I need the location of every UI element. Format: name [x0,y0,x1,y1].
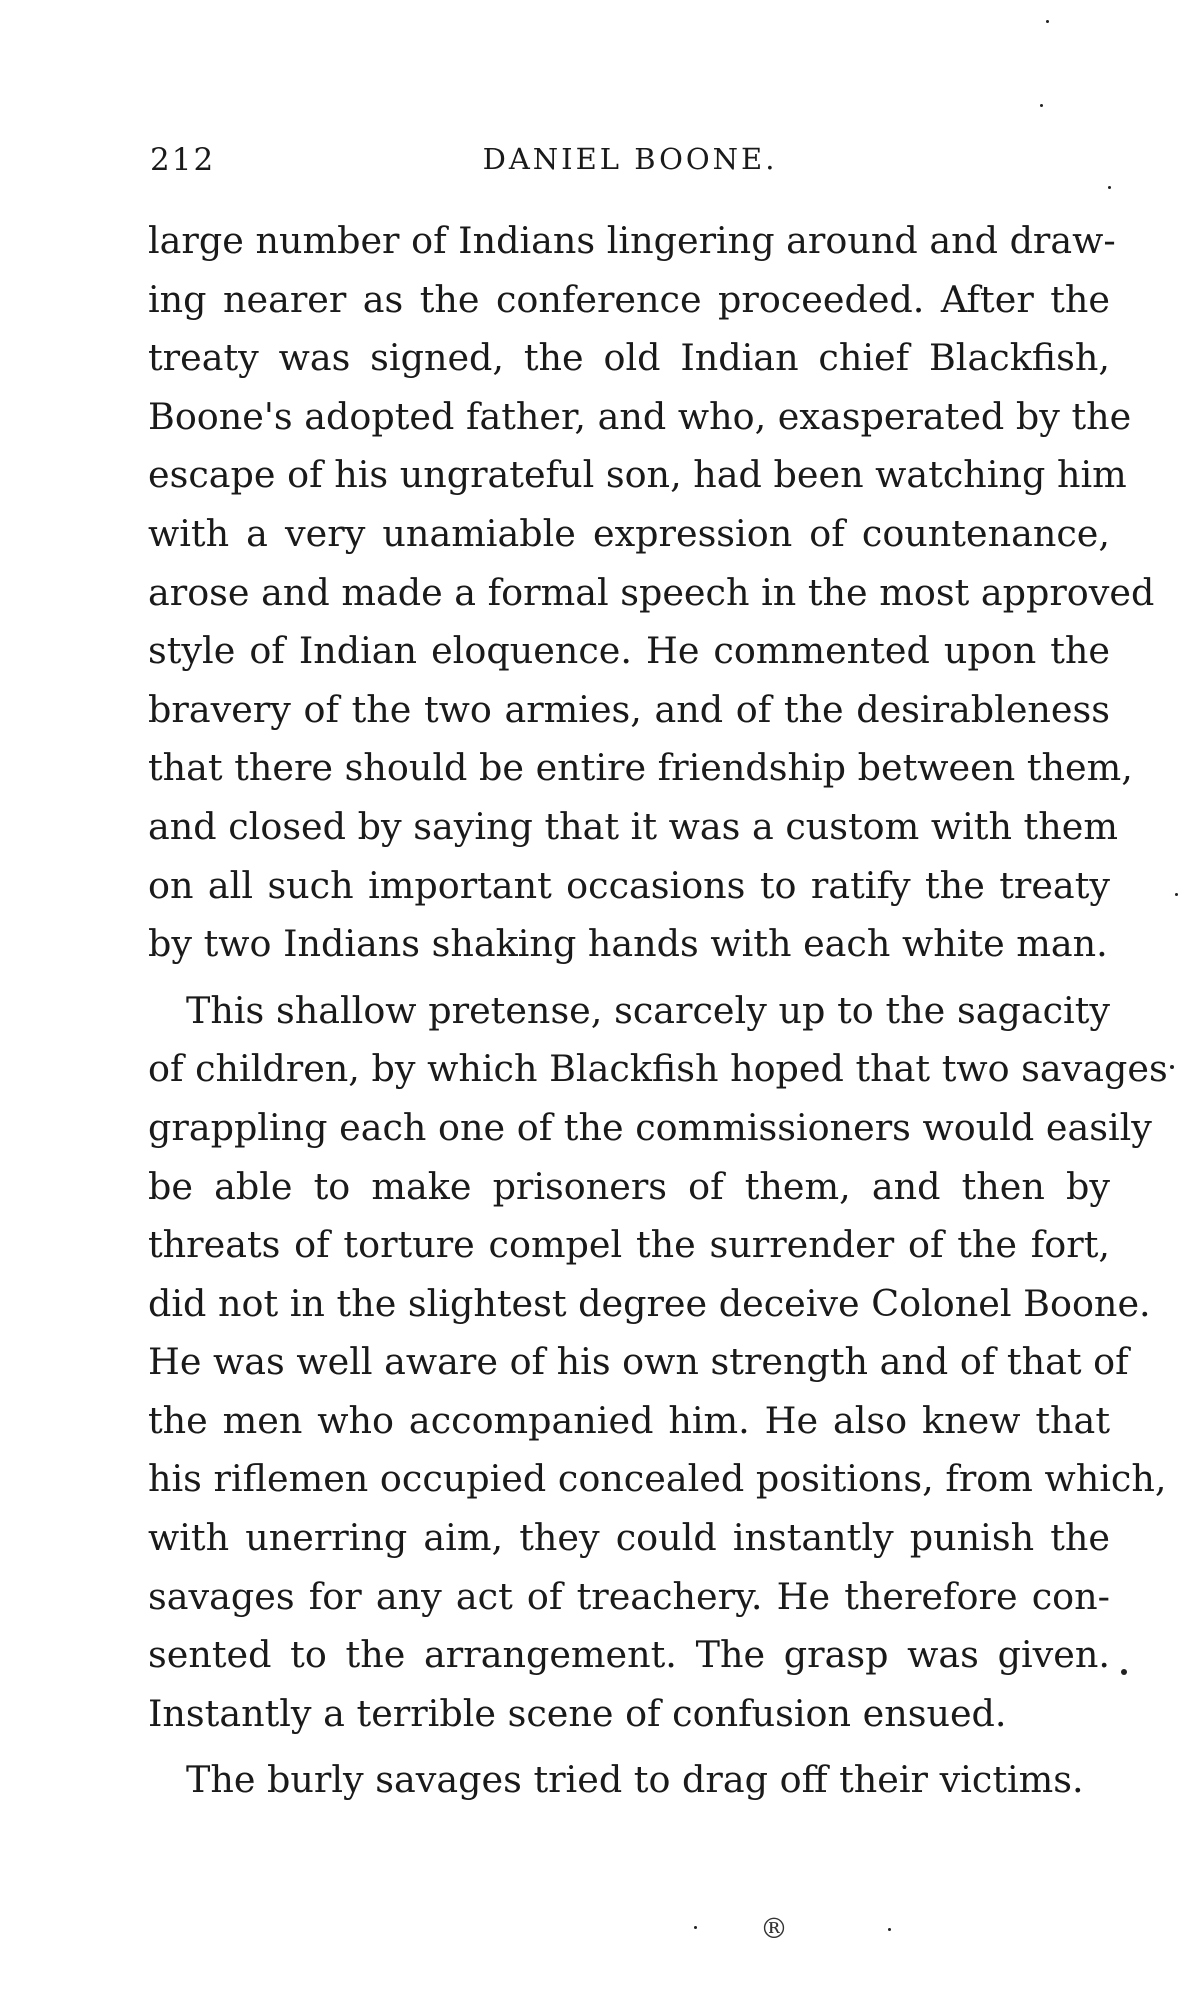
ink-speck-icon [1046,20,1049,23]
text-line: his riflemen occupied concealed positions, from which, [148,1457,1167,1501]
text-line: that there should be entire friendship between them, [148,746,1133,790]
text-line: and closed by saying that it was a custom with them [148,804,1118,848]
paragraph [148,212,1155,974]
ink-speck-icon [1175,893,1178,896]
ink-speck-icon [1108,186,1111,189]
text-line: bravery of the two armies, and of the desirableness [148,687,1110,731]
text-line: This shallow pretense, scarcely up to the sagacity [186,988,1110,1032]
text-line: sented to the arrangement. The grasp was given. [148,1633,1110,1677]
text-line: large number of Indians lingering around and draw- [148,219,1116,262]
text-line: The burly savages tried to drag off their victims. [186,1758,1084,1802]
text-line: He was well aware of his own strength and of that of [148,1340,1129,1384]
text-line: arose and made a formal speech in the most approved [148,570,1155,614]
body-text [148,212,1168,1810]
text-line: Boone's adopted father, and who, exasperated by the [148,394,1132,438]
ink-speck-icon [1040,104,1043,107]
paragraph-gap [148,974,1110,982]
ink-speck-icon [694,1926,697,1929]
text-line: grappling each one of the commissioners would easily [148,1105,1152,1149]
text-line: by two Indians shaking hands with each white man. [148,922,1108,966]
running-title: DANIEL BOONE. [482,142,778,176]
paragraph-gap [148,1743,1110,1751]
ink-speck-icon [1170,1065,1174,1069]
paragraph [148,1751,1110,1810]
text-line: Instantly a terrible scene of confusion ensued. [148,1691,1007,1735]
text-line: with a very unamiable expression of countenance, [148,511,1110,555]
text-line: escape of his ungrateful son, had been watching him [148,453,1127,497]
text-line: ing nearer as the conference proceeded. After the [148,277,1110,321]
running-head [150,142,1110,182]
text-line: threats of torture compel the surrender of the fort, [148,1223,1110,1267]
text-line: on all such important occasions to ratify the treaty [148,863,1110,907]
text-line: with unerring aim, they could instantly punish the [148,1516,1110,1560]
text-line: be able to make prisoners of them, and then by [148,1164,1110,1208]
text-line: did not in the slightest degree deceive Colonel Boone. [148,1281,1151,1325]
ink-speck-icon [1121,1669,1127,1675]
text-line: style of Indian eloquence. He commented upon the [148,629,1110,673]
text-line: savages for any act of treachery. He therefore con- [148,1574,1110,1618]
text-line: treaty was signed, the old Indian chief Blackfish, [148,336,1110,380]
text-line: of children, by which Blackfish hoped that two savages [148,1047,1168,1091]
library-stamp [690,1912,790,1945]
registered-mark-icon: ® [760,1912,790,1945]
ink-speck-icon [888,1928,891,1931]
page-number: 212 [150,142,216,178]
text-line: the men who accompanied him. He also knew that [148,1398,1110,1442]
paragraph [148,982,1168,1744]
